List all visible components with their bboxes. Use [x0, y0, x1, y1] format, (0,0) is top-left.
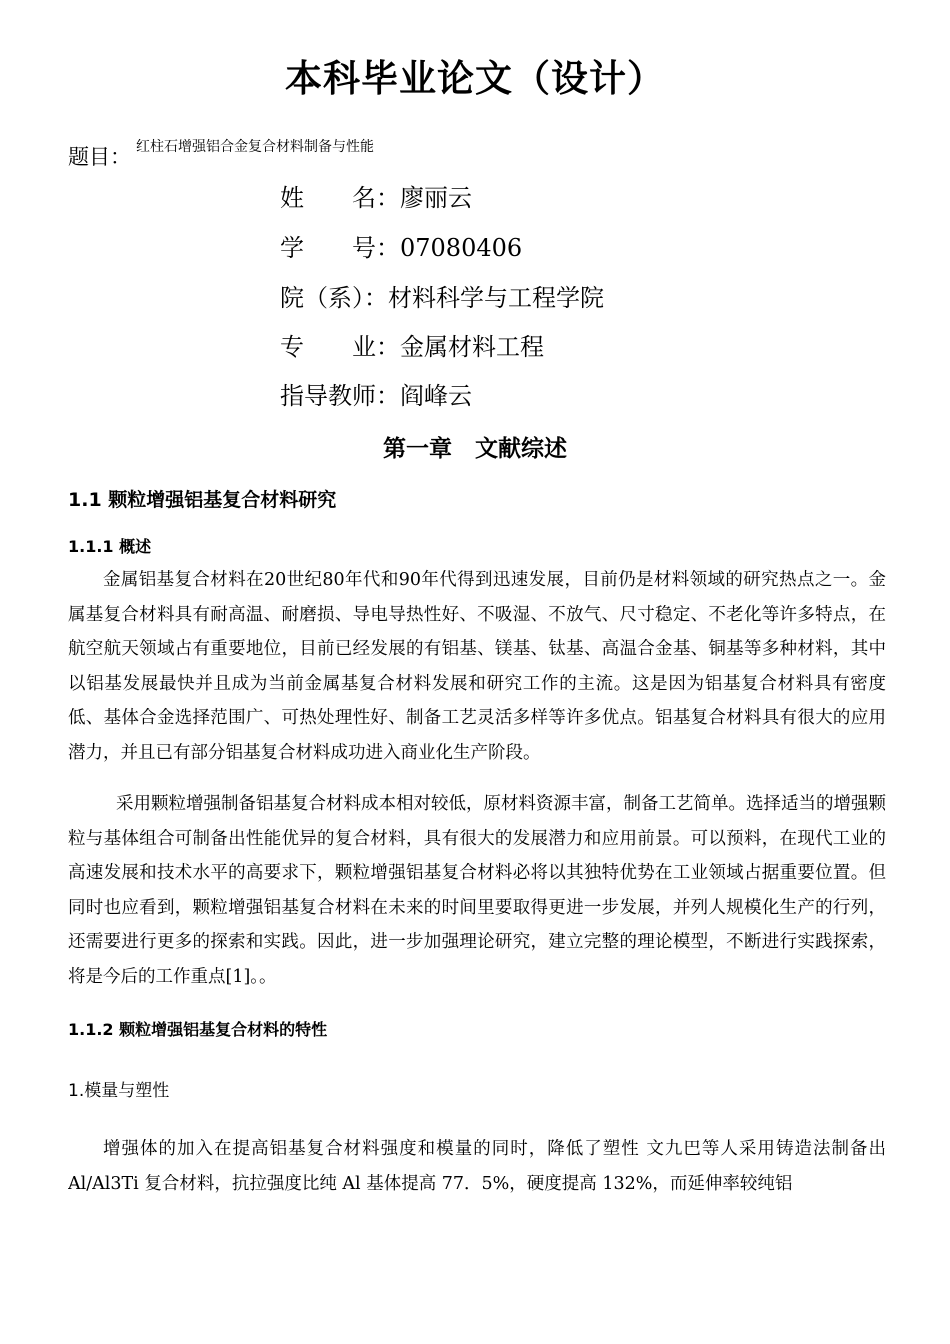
topic-label: 题目： — [68, 145, 131, 169]
info-label: 姓 名： — [280, 184, 400, 212]
info-label: 指导教师： — [280, 382, 400, 410]
info-row-major — [280, 327, 544, 362]
paragraph-modulus: 增强体的加入在提高铝基复合材料强度和模量的同时，降低了塑性 文九巴等人采用铸造法制备出 Al/Al3Ti 复合材料，抗拉强度比纯 Al 基体提高 77．5%，硬度提高 132%，而延伸率较纯铝 — [68, 1139, 886, 1194]
info-value: 材料科学与工程学院 — [388, 284, 604, 312]
info-row-name — [280, 178, 472, 213]
section-heading-1-1-2: 1.1.2 颗粒增强铝基复合材料的特性 — [68, 1020, 328, 1039]
info-label: 院（系）： — [280, 284, 388, 312]
paragraph-overview-2: 采用颗粒增强制备铝基复合材料成本相对较低，原材料资源丰富，制备工艺简单。选择适当的增强颗粒与基体组合可制备出性能优异的复合材料，具有很大的发展潜力和应用前景。可以预料，在现代工业的高速发展和技术水平的高要求下，颗粒增强铝基复合材料必将以其独特优势在工业领域占据重要位置。但同时也应看到，颗粒增强铝基复合材料在未来的时间里要取得更进一步发展，并列人规模化生产的行列，还需要进行更多的探索和实践。因此，进一步加强理论研究，建立完整的理论模型，不断进行实践探索，将是今后的工作重点[1]。。 — [68, 794, 886, 987]
info-value: 阎峰云 — [400, 382, 472, 410]
info-value: 廖丽云 — [400, 184, 472, 212]
info-label: 学 号： — [280, 234, 400, 262]
section-heading-1-1: 1.1 颗粒增强铝基复合材料研究 — [68, 489, 337, 511]
chapter-heading: 第一章 文献综述 — [383, 436, 567, 462]
info-value: 金属材料工程 — [400, 333, 544, 361]
section-heading-1-1-1: 1.1.1 概述 — [68, 537, 152, 556]
topic-value: 红柱石增强铝合金复合材料制备与性能 — [136, 139, 374, 155]
info-row-advisor — [280, 376, 472, 411]
info-row-department — [280, 278, 604, 313]
document-title: 本科毕业论文（设计） — [285, 57, 665, 100]
paragraph-overview-1: 金属铝基复合材料在20世纪80年代和90年代得到迅速发展，目前仍是材料领域的研究热点之一。金属基复合材料具有耐高温、耐磨损、导电导热性好、不吸湿、不放气、尺寸稳定、不老化等许多特点，在航空航天领域占有重要地位，目前已经发展的有铝基、镁基、钛基、高温合金基、铜基等多种材料，其中以铝基发展最快并且成为当前金属基复合材料发展和研究工作的主流。这是因为铝基复合材料具有密度低、基体合金选择范围广、可热处理性好、制备工艺灵活多样等许多优点。铝基复合材料具有很大的应用潜力，并且已有部分铝基复合材料成功进入商业化生产阶段。 — [68, 570, 886, 763]
info-row-student-id — [280, 228, 522, 263]
info-value: 07080406 — [400, 234, 523, 262]
subsection-heading-modulus: 1.模量与塑性 — [68, 1081, 170, 1101]
info-label: 专 业： — [280, 333, 400, 361]
